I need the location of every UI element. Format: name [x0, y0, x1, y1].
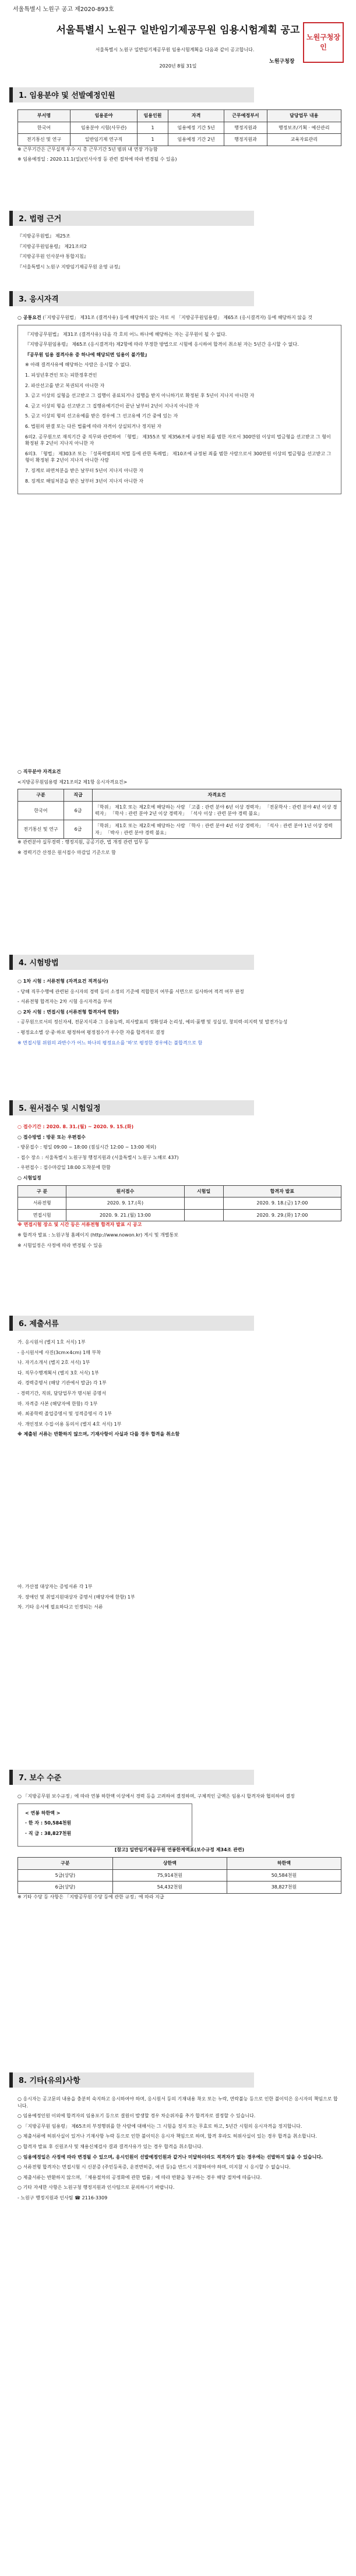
- table-row: [18, 1197, 341, 1210]
- table-row: [18, 1869, 341, 1881]
- salary-table: [17, 1857, 341, 1894]
- notice-line: ○ 제출서류에 허위사실이 있거나 기재사항 누락 등으로 인한 불이익은 응시자 책임으로 하며, 합격 후라도 허위사실이 있는 경우 합격을 취소합니다.: [17, 2134, 317, 2139]
- section-2-body: [17, 233, 341, 274]
- table-header-row: [18, 1857, 341, 1869]
- method-line: - 접수 장소 : 서울특별시 노원구청 행정지원과 (서울특별시 노원구 노해로 437): [17, 1154, 179, 1160]
- table-header: 구분: [18, 789, 64, 802]
- table-header: 하한액: [227, 1857, 341, 1869]
- table-cell: 6급: [64, 820, 93, 838]
- qualification-subtitle: <지방공무원임용령 제21조의2 제1항 응시자격요건>: [17, 779, 128, 785]
- document-line: 사. 개인정보 수집·이용 동의서 (별지 4호 서식) 1부: [17, 1421, 122, 1427]
- eligibility-box: [17, 325, 341, 495]
- method-line: - 방문접수 : 평일 09:00 ~ 18:00 (점심시간 12:00 ~ 13:00 제외): [17, 1145, 157, 1150]
- document-line: - 경력기간, 직위, 담당업무가 명시된 증명서: [17, 1390, 107, 1396]
- table-header: 상한액: [112, 1857, 227, 1869]
- table-cell: 2020. 9. 17.(목): [66, 1197, 184, 1210]
- section-6-body: [17, 1339, 341, 1441]
- table-header: 시험일: [184, 1185, 223, 1197]
- salary-line: · 직 급 : 38,827천원: [25, 1830, 72, 1836]
- table-cell: 한국어: [18, 122, 71, 134]
- method-line: - 공무원으로서의 정신자세, 전문지식과 그 응용능력, 의사발표의 정확성과 논리성, 예의·품행 및 성실성, 창의력·의지력 및 발전가능성: [17, 1019, 288, 1025]
- table-header: 자격요건: [93, 789, 341, 802]
- section-5-body: [17, 1124, 341, 1252]
- table-cell: 교육자료관리: [267, 134, 341, 146]
- note-line: ※ 임용예정일 : 2020.11.1(일)(인사사정 등 관련 절차에 따라 변경될 수 있음): [17, 157, 177, 162]
- table-cell: 54,432천원: [112, 1881, 227, 1894]
- table-cell: 5급(상당): [18, 1869, 113, 1881]
- document-line: 나. 자기소개서 (별지 2호 서식) 1부: [17, 1360, 90, 1366]
- signature: 노원구청장: [269, 59, 295, 65]
- document-line: 다. 직무수행계획서 (별지 3호 서식) 1부: [17, 1370, 99, 1376]
- table-header: 원서접수: [66, 1185, 184, 1197]
- list-item: 7. 징계로 파면처분을 받은 날부터 5년이 지나지 아니한 자: [25, 467, 144, 473]
- notice-date: 2020년 8월 31일: [159, 63, 197, 69]
- table-header: 자격: [168, 110, 224, 122]
- table-header-row: [18, 110, 341, 122]
- list-item: 6. 법원의 판결 또는 다른 법률에 따라 자격이 상실되거나 정지된 자: [25, 423, 161, 429]
- section-3-body: [17, 314, 341, 494]
- notice-number: 서울특별시 노원구 공고 제2020-893호: [13, 6, 114, 13]
- table-cell: 1: [138, 134, 168, 146]
- table-cell: 「학위」 제1호 또는 제2호에 해당하는 사람 「고졸 : 관련 분야 6년 이상 경력자」 「전문학사 : 관련 분야 4년 이상 경력자」 「학사 : 관련 분야 2년 이상 경력자」 「석사 이상 : 관련 분야 경력 불요」: [93, 801, 341, 820]
- document-line: - 응시원서에 사진(3cm×4cm) 1매 부착: [17, 1349, 101, 1355]
- document-line: 자. 장애인 및 취업지원대상자 증명서 (해당자에 한함) 1부: [17, 1594, 135, 1600]
- section-4-body: [17, 978, 341, 1050]
- table-cell: 1: [138, 122, 168, 134]
- table-cell: 면접시험: [18, 1209, 66, 1221]
- method-line: ○ 2차 시험 : 면접시험 (서류전형 합격자에 한함): [17, 1009, 119, 1015]
- table-cell: 전기통신 및 연구: [18, 134, 71, 146]
- table-row: [18, 122, 341, 134]
- table-cell: 75,914천원: [112, 1869, 227, 1881]
- table-cell: 서류전형: [18, 1197, 66, 1210]
- table-caption: [참고] 일반임기제공무원 연봉한계액표(보수규정 제34조 관련): [114, 1847, 245, 1853]
- table-cell: 임용예정 기간 5년: [168, 122, 224, 134]
- seal-text: 노원구청장인: [306, 33, 340, 51]
- section-heading-2: 2. 법령 근거: [9, 211, 254, 226]
- table-cell: 「학위」 제1호 또는 제2호에 해당하는 사람 「학사 : 관련 분야 4년 이상 경력자」 「석사 : 관련 분야 1년 이상 경력자」 「박사 : 관련 분야 경력 불요」: [93, 820, 341, 838]
- table-header: 담당업무 내용: [267, 110, 341, 122]
- note-line: ※ 시험일정은 사정에 따라 변경될 수 있음: [17, 1242, 103, 1248]
- table-cell: 일반임기제 연구직: [70, 134, 137, 146]
- section-8-body: [17, 2096, 341, 2205]
- table-cell: 임용분야 시험(사무관): [70, 122, 137, 134]
- law-item: 『지방공무원법』 제25조: [17, 233, 71, 239]
- list-item: 6의2. 공무원으로 재직기간 중 직무와 관련하여 「형법」 제355조 및 제356조에 규정된 죄를 범한 자로서 300만원 이상의 벌금형을 선고받고 그 형이 확정된 후 2년이 지나지 아니한 자: [25, 434, 331, 447]
- section-7-body: [17, 1793, 341, 1904]
- application-method: ○ 접수방법 : 방문 또는 우편접수: [17, 1134, 86, 1140]
- section-heading-7: 7. 보수 수준: [9, 1770, 254, 1785]
- salary-box: [17, 1803, 192, 1847]
- table-cell: 행정보조/기획 · 예산관리: [267, 122, 341, 134]
- section-heading-4: 4. 시험방법: [9, 955, 254, 970]
- table-cell: 6급(상당): [18, 1881, 113, 1894]
- note-line: ※ 합격자 발표 : 노원구청 홈페이지 (http://www.nowon.kr) 게시 및 개별통보: [17, 1232, 178, 1238]
- list-item: 2. 파산선고를 받고 복권되지 아니한 자: [25, 382, 105, 388]
- law-item: 『지방공무원 인사분야 통합지침』: [17, 254, 89, 260]
- method-line: - 당해 직무수행에 관련된 응시자의 경력 등이 소정의 기준에 적합한지 여부를 서면으로 심사하여 적격 여부 판정: [17, 988, 244, 994]
- method-line: - 평정요소별 상·중·하로 평정하여 평정점수가 우수한 자를 합격자로 결정: [17, 1029, 165, 1035]
- table-header: 직급: [64, 789, 93, 802]
- method-line: - 우편접수 : 접수마감일 18:00 도착분에 한함: [17, 1165, 111, 1171]
- list-item: 4. 금고 이상의 형을 선고받고 그 집행유예기간이 끝난 날부터 2년이 지나지 아니한 자: [25, 403, 199, 409]
- table-header-row: [18, 789, 341, 802]
- table-row: [18, 1209, 341, 1221]
- note-line: ※ 근무기간은 근무실적 우수 시 총 근무기간 5년 범위 내 연장 가능함: [17, 146, 158, 152]
- section-heading-3: 3. 응시자격: [9, 291, 254, 306]
- method-line: - 서류전형 합격자는 2차 시험 응시자격을 부여: [17, 999, 112, 1005]
- document-line: 라. 경력증명서 (해당 기관에서 발급) 각 1부: [17, 1380, 107, 1386]
- application-period: ○ 접수기간 : 2020. 8. 31.(월) ~ 2020. 9. 15.(화): [17, 1124, 134, 1129]
- method-line: ※ 면접시험 위원의 과반수가 어느 하나의 평정요소를 '하'로 평정한 경우에는 불합격으로 함: [17, 1040, 203, 1046]
- table-header: 구 분: [18, 1185, 66, 1197]
- table-cell: 2020. 9. 29.(화) 17:00: [223, 1209, 341, 1221]
- table-cell: 6급: [64, 801, 93, 820]
- notice-line: - 노원구 행정지원과 인사팀 ☎ 2116-3309: [17, 2195, 108, 2201]
- notice-line: ○ 「지방공무원 임용령」 제65조의 부정행위를 한 사람에 대해서는 그 시험을 정지 또는 무효로 하고, 5년간 시험의 응시자격을 정지합니다.: [17, 2123, 302, 2129]
- qualification-title: ○ 직무분야 자격요건: [17, 769, 61, 774]
- qualification-section: [17, 768, 341, 859]
- table-row: [18, 134, 341, 146]
- document-line: 아. 가산점 대상자는 증빙서류 각 1부: [17, 1584, 93, 1589]
- qualification-table: [17, 789, 341, 839]
- document-line: 가. 응시원서 (별지 1호 서식) 1부: [17, 1340, 86, 1345]
- notice-line: ○ 서류전형 합격자는 면접시험 시 신분증 (주민등록증, 운전면허증, 여권 등)을 반드시 지참하여야 하며, 미지참 시 응시할 수 없습니다.: [17, 2164, 291, 2170]
- table-cell: [184, 1197, 223, 1210]
- section-heading-5: 5. 원서접수 및 시험일정: [9, 1100, 254, 1115]
- salary-line: · 한 자 : 50,584천원: [25, 1820, 72, 1826]
- page-title: 서울특별시 노원구 일반임기제공무원 임용시험계획 공고: [56, 24, 300, 36]
- note-line: ※ 관련분야 실무경력 : 행정지원, 공공기관, 법 개정 관련 업무 등: [17, 839, 149, 845]
- notice-line: ○ 기타 자세한 사항은 노원구청 행정지원과 인사팀으로 문의하시기 바랍니다.: [17, 2185, 175, 2191]
- intro-text: 서울특별시 노원구 일반임기제공무원 임용시험계획을 다음과 같이 공고합니다.: [95, 47, 255, 52]
- list-item: 8. 징계로 해임처분을 받은 날부터 3년이 지나지 아니한 자: [25, 478, 144, 484]
- section-heading-1: 1. 임용분야 및 선발예정인원: [9, 87, 254, 102]
- law-item: 『지방공무원임용령』 제21조의2: [17, 243, 87, 249]
- list-item: 1. 피성년후견인 또는 피한정후견인: [25, 372, 97, 378]
- document-line: ※ 제출된 서류는 반환하지 않으며, 기재사항이 사실과 다를 경우 합격을 취소함: [17, 1431, 180, 1437]
- eligibility-para: 『지방공무원법』 제31조 (결격사유) 다음 각 호의 어느 하나에 해당하는 자는 공무원이 될 수 없다.: [25, 331, 227, 337]
- official-seal: [303, 22, 344, 63]
- table-row: [18, 820, 341, 838]
- table-cell: [184, 1209, 223, 1221]
- section-6-extra: [17, 1583, 341, 1614]
- table-header-row: [18, 1185, 341, 1197]
- table-cell: 2020. 9. 21.(월) 13:00: [66, 1209, 184, 1221]
- law-item: 『서울특별시 노원구 지방임기제공무원 운영 규정』: [17, 264, 123, 270]
- table-cell: 38,827천원: [227, 1881, 341, 1894]
- table-header: 임용인원: [138, 110, 168, 122]
- table-header: 근무예정부서: [224, 110, 267, 122]
- table-row: [18, 801, 341, 820]
- list-item: 3. 금고 이상의 실형을 선고받고 그 집행이 종료되거나 집행을 받지 아니하기로 확정된 후 5년이 지나지 아니한 자: [25, 393, 255, 399]
- section-heading-8: 8. 기타(유의)사항: [9, 2072, 254, 2088]
- list-item: 6의3. 「형법」 제303조 또는 「성폭력범죄의 처벌 등에 관한 특례법」 제10조에 규정된 죄를 범한 사람으로서 300만원 이상의 벌금형을 선고받고 그 형이 확정된 후 2년이 지나지 아니한 사람: [25, 451, 332, 463]
- table-cell: 전기통신 및 연구: [18, 820, 64, 838]
- note-line: ※ 면접시험 장소 및 시간 등은 서류전형 합격자 발표 시 공고: [17, 1222, 142, 1228]
- list-item: 5. 금고 이상의 형의 선고유예를 받은 경우에 그 선고유예 기간 중에 있는 자: [25, 413, 178, 419]
- schedule-label: ○ 시험일정: [17, 1175, 41, 1181]
- table-header: 부서명: [18, 110, 71, 122]
- table-header: 구분: [18, 1857, 113, 1869]
- section-heading-6: 6. 제출서류: [9, 1316, 254, 1331]
- section-1-body: [17, 109, 341, 166]
- document-line: 차. 기타 응시에 필요하다고 인정되는 서류: [17, 1604, 103, 1610]
- notice-line: ○ 임용예정일은 사정에 따라 변경될 수 있으며, 응시인원이 선발예정인원과 같거나 미달하더라도 적격자가 없는 경우에는 선발하지 않을 수 있습니다.: [17, 2154, 323, 2160]
- eligibility-para: ※ 아래 결격사유에 해당하는 사람은 응시할 수 없다.: [25, 362, 131, 368]
- notice-line: ○ 임용예정인원 이외에 합격자의 임용포기 등으로 결원이 발생할 경우 차순위자를 추가 합격자로 결정할 수 있습니다.: [17, 2113, 256, 2119]
- salary-box-title: < 연봉 하한액 >: [25, 1810, 61, 1816]
- table-row: [18, 1881, 341, 1894]
- table-cell: 행정지원과: [224, 122, 267, 134]
- common-label: ○ 공통요건: [17, 315, 41, 320]
- table-cell: 임용예정 기간 2년: [168, 134, 224, 146]
- common-text: (「지방공무원법」 제31조 (결격사유) 등에 해당하지 않는 자로 서 「지방공무원임용령」 제65조 (응시결격자) 등에 해당하지 않을 것: [43, 315, 313, 320]
- note-line: ※ 경력기간 산정은 원서접수 마감일 기준으로 함: [17, 849, 116, 855]
- document-line: 바. 최종학력 졸업증명서 및 성적증명서 각 1부: [17, 1411, 112, 1417]
- notice-line: ○ 제출서류는 반환하지 않으며, 「채용절차의 공정화에 관한 법률」에 따라 반환을 청구하는 경우 해당 절차에 따릅니다.: [17, 2174, 262, 2180]
- notice-line: ○ 합격자 발표 후 신원조사 및 채용신체검사 결과 결격사유가 있는 경우 합격을 취소합니다.: [17, 2143, 203, 2149]
- eligibility-para: 『지방공무원임용령』 제65조 (응시결격자) 제2항에 따라 부정한 방법으로 시험에 응시하여 합격이 취소된 자는 5년간 응시할 수 없다.: [25, 342, 299, 348]
- note-line: ※ 기타 수당 등 사항은 「지방공무원 수당 등에 관한 규정」에 따라 지급: [17, 1894, 164, 1900]
- salary-intro: ○ 「지방공무원 보수규정」에 따라 연봉 하한액 이상에서 경력 등을 고려하여 결정하며, 구체적인 금액은 임용시 합격자와 협의하여 결정: [17, 1794, 295, 1799]
- document-line: 마. 자격증 사본 (해당자에 한함) 각 1부: [17, 1401, 98, 1406]
- schedule-table: [17, 1185, 341, 1222]
- table-cell: 한국어: [18, 801, 64, 820]
- notice-line: ○ 응시자는 공고문의 내용을 충분히 숙지하고 응시하여야 하며, 응시원서 등의 기재내용 착오 또는 누락, 연락불능 등으로 인한 불이익은 응시자의 책임으로 합니다.: [17, 2096, 338, 2109]
- method-line: ○ 1차 시험 : 서류전형 (자격요건 적격심사): [17, 979, 108, 984]
- table-header: 임용분야: [70, 110, 137, 122]
- recruitment-table: [17, 109, 341, 146]
- table-cell: 행정지원과: [224, 134, 267, 146]
- table-cell: 50,584천원: [227, 1869, 341, 1881]
- table-cell: 2020. 9. 18.(금) 17:00: [223, 1197, 341, 1210]
- eligibility-para: 『공무원 임용 결격사유 중 하나에 해당되면 임용이 불가함』: [25, 352, 150, 357]
- table-header: 합격자 발표: [223, 1185, 341, 1197]
